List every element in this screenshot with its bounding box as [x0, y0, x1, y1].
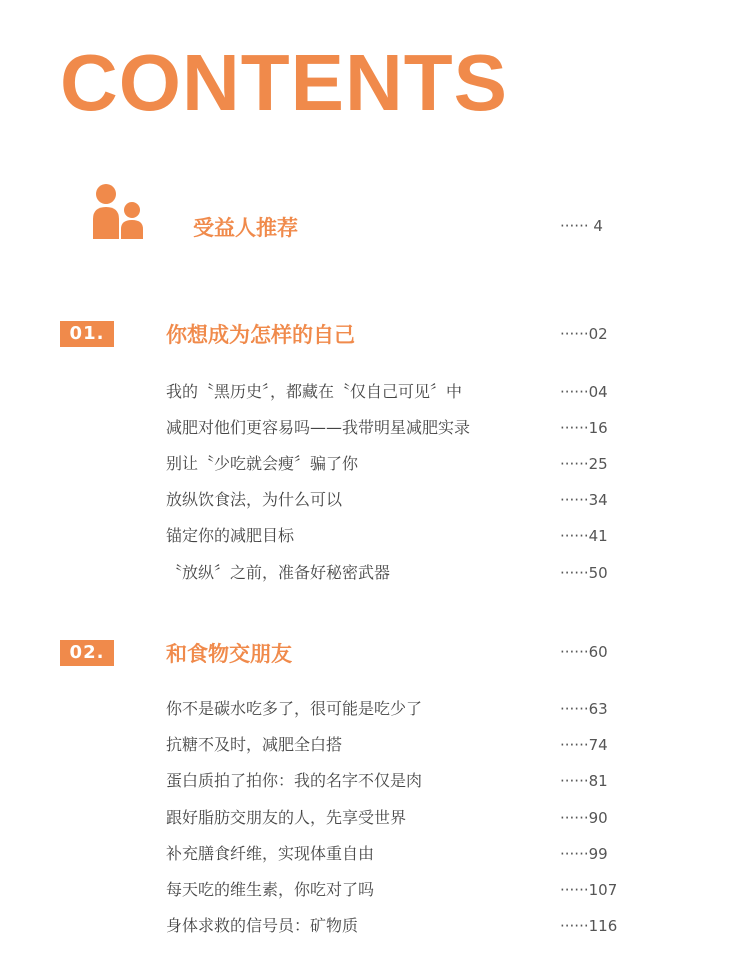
section-item[interactable]: 我的〝黑历史〞，都藏在〝仅自己可见〞中 [166, 382, 463, 401]
section-page: ······16 [560, 419, 608, 437]
section-page: ······25 [560, 455, 608, 473]
section-page: ······81 [560, 772, 608, 790]
chapter-page: ······60 [560, 643, 608, 661]
section-page: ······63 [560, 700, 608, 718]
section-item[interactable]: 减肥对他们更容易吗——我带明星减肥实录 [166, 418, 471, 437]
section-page: ······50 [560, 564, 608, 582]
section-page: ······04 [560, 383, 608, 401]
section-item[interactable]: 每天吃的维生素，你吃对了吗 [166, 880, 375, 899]
section-page: ······90 [560, 809, 608, 827]
section-page: ······99 [560, 845, 608, 863]
beneficiary-heading[interactable]: 受益人推荐 [193, 216, 298, 240]
section-page: ······74 [560, 736, 608, 754]
section-item[interactable]: 抗糖不及时，减肥全白搭 [166, 735, 343, 754]
section-item[interactable]: 〝放纵〞之前，准备好秘密武器 [166, 563, 391, 582]
section-item[interactable]: 锚定你的减肥目标 [166, 526, 295, 545]
chapter-title[interactable]: 和食物交朋友 [166, 642, 292, 666]
section-page: ······116 [560, 917, 618, 935]
chapter-number-badge: 02. [60, 640, 114, 666]
section-item[interactable]: 蛋白质拍了拍你：我的名字不仅是肉 [166, 771, 423, 790]
section-page: ······34 [560, 491, 608, 509]
chapter-page: ······02 [560, 325, 608, 343]
people-icon [92, 183, 144, 239]
chapter-number-badge: 01. [60, 321, 114, 347]
section-page: ······107 [560, 881, 618, 899]
section-page: ······41 [560, 527, 608, 545]
section-item[interactable]: 别让〝少吃就会瘦〞骗了你 [166, 454, 359, 473]
chapter-title[interactable]: 你想成为怎样的自己 [166, 323, 355, 347]
section-item[interactable]: 身体求救的信号员：矿物质 [166, 916, 359, 935]
page-title: CONTENTS [60, 38, 508, 127]
section-item[interactable]: 补充膳食纤维，实现体重自由 [166, 844, 375, 863]
beneficiary-page: ······ 4 [560, 217, 603, 235]
section-item[interactable]: 跟好脂肪交朋友的人，先享受世界 [166, 808, 407, 827]
section-item[interactable]: 你不是碳水吃多了，很可能是吃少了 [166, 699, 423, 718]
section-item[interactable]: 放纵饮食法，为什么可以 [166, 490, 343, 509]
